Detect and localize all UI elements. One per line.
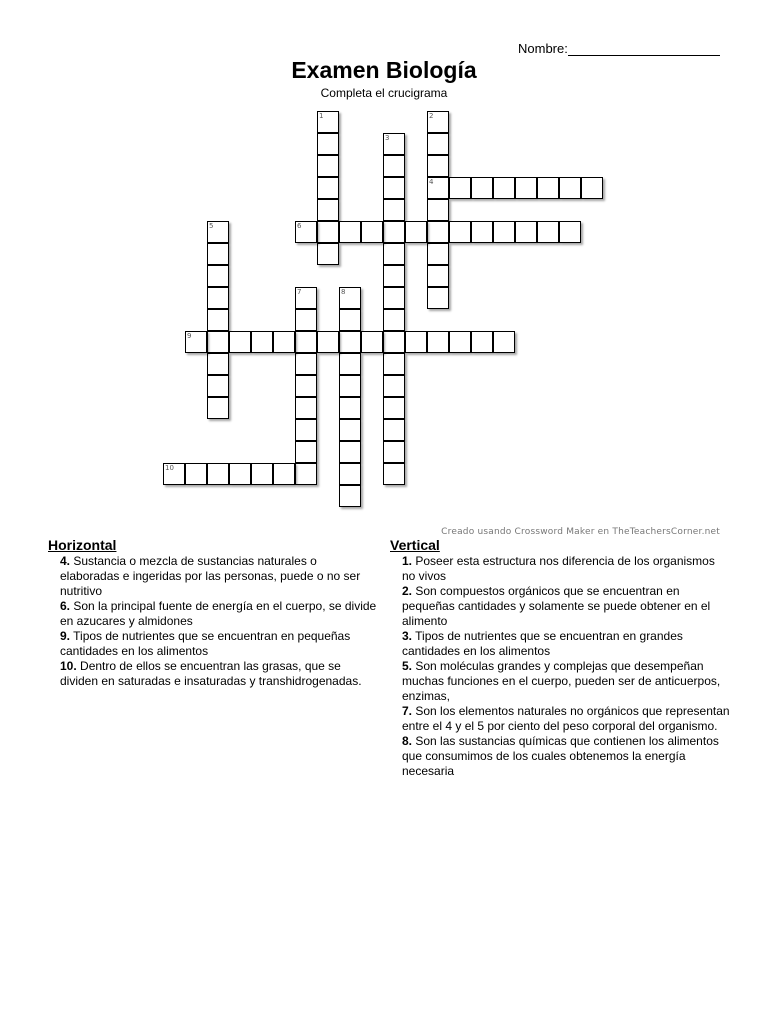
vertical-heading: Vertical (390, 537, 440, 553)
crossword-cell[interactable] (471, 177, 493, 199)
crossword-cell[interactable] (339, 397, 361, 419)
crossword-cell[interactable] (405, 221, 427, 243)
crossword-cell[interactable] (317, 199, 339, 221)
crossword-cell[interactable] (559, 221, 581, 243)
clue-number: 9 (187, 332, 192, 340)
crossword-cell[interactable] (295, 419, 317, 441)
crossword-cell[interactable] (537, 177, 559, 199)
crossword-cell[interactable] (251, 331, 273, 353)
clue-number: 10 (165, 464, 174, 472)
crossword-cell[interactable] (295, 375, 317, 397)
crossword-cell[interactable] (383, 375, 405, 397)
crossword-cell[interactable] (449, 177, 471, 199)
crossword-cell[interactable] (273, 331, 295, 353)
clue-number: 6 (297, 222, 302, 230)
crossword-cell[interactable] (383, 199, 405, 221)
crossword-cell[interactable] (251, 463, 273, 485)
crossword-cell[interactable] (339, 375, 361, 397)
clue-vertical-5: 5. Son moléculas grandes y complejas que desempeñan muchas funciones en el cuerpo, pueden ser de anticuerpos, enzimas, (402, 659, 721, 703)
crossword-cell[interactable] (383, 243, 405, 265)
crossword-cell[interactable] (339, 309, 361, 331)
crossword-cell[interactable] (515, 221, 537, 243)
crossword-cell[interactable] (383, 155, 405, 177)
crossword-cell[interactable] (229, 463, 251, 485)
crossword-cell[interactable] (559, 177, 581, 199)
crossword-cell[interactable] (427, 287, 449, 309)
crossword-cell-9[interactable] (185, 331, 207, 353)
crossword-cell[interactable] (295, 353, 317, 375)
crossword-cell[interactable] (207, 353, 229, 375)
clue-number: 3 (385, 134, 390, 142)
clue-number: 7 (297, 288, 302, 296)
crossword-cell[interactable] (339, 419, 361, 441)
page-title: Examen Biología (291, 57, 477, 83)
clue-number: 4 (429, 178, 434, 186)
crossword-cell[interactable] (295, 441, 317, 463)
crossword-cell[interactable] (537, 221, 559, 243)
crossword-cell[interactable] (427, 133, 449, 155)
crossword-cell-10[interactable] (163, 463, 185, 485)
crossword-cell[interactable] (383, 309, 405, 331)
crossword-cell[interactable] (361, 221, 383, 243)
crossword-cell-1[interactable] (317, 111, 339, 133)
crossword-cell[interactable] (207, 309, 229, 331)
clue-vertical-1: 1. Poseer esta estructura nos diferencia de los organismos no vivos (402, 554, 715, 583)
crossword-cell[interactable] (383, 397, 405, 419)
crossword-cell-4[interactable] (427, 177, 449, 199)
clue-number: 1 (319, 112, 324, 120)
crossword-cell[interactable] (515, 177, 537, 199)
vertical-clues (390, 538, 730, 779)
crossword-cell[interactable] (207, 397, 229, 419)
crossword-cell[interactable] (449, 221, 471, 243)
crossword-cell[interactable] (339, 485, 361, 507)
crossword-cell[interactable] (383, 221, 405, 243)
crossword-cell[interactable] (339, 463, 361, 485)
crossword-cell[interactable] (317, 331, 339, 353)
horizontal-clues (48, 538, 378, 689)
crossword-cell-2[interactable] (427, 111, 449, 133)
crossword-cell-7[interactable] (295, 287, 317, 309)
crossword-cell[interactable] (581, 177, 603, 199)
clue-number: 5 (209, 222, 214, 230)
crossword-cell[interactable] (383, 331, 405, 353)
crossword-cell[interactable] (383, 463, 405, 485)
crossword-cell[interactable] (273, 463, 295, 485)
name-label: Nombre: (518, 41, 568, 56)
crossword-cell[interactable] (383, 177, 405, 199)
crossword-cell[interactable] (383, 287, 405, 309)
crossword-cell[interactable] (339, 441, 361, 463)
clue-vertical-8: 8. Son las sustancias químicas que contienen los alimentos que consumimos de los cuales obtenemos la energía necesaria (402, 734, 719, 778)
crossword-cell[interactable] (207, 243, 229, 265)
crossword-cell[interactable] (383, 265, 405, 287)
crossword-cell[interactable] (295, 463, 317, 485)
crossword-cell[interactable] (207, 265, 229, 287)
crossword-cell[interactable] (383, 419, 405, 441)
crossword-cell[interactable] (427, 265, 449, 287)
page-subtitle: Completa el crucigrama (320, 86, 448, 100)
crossword-cell[interactable] (339, 331, 361, 353)
clue-horizontal-6: 6. Son la principal fuente de energía en el cuerpo, se divide en azucares y almidones (60, 599, 377, 628)
crossword-cell[interactable] (229, 331, 251, 353)
clue-number: 2 (429, 112, 434, 120)
crossword-cell[interactable] (493, 177, 515, 199)
crossword-cell[interactable] (207, 463, 229, 485)
crossword-cell[interactable] (317, 177, 339, 199)
crossword-cell[interactable] (449, 331, 471, 353)
crossword-cell[interactable] (427, 243, 449, 265)
crossword-cell[interactable] (317, 133, 339, 155)
clue-horizontal-4: 4. Sustancia o mezcla de sustancias naturales o elaboradas e ingeridas por las personas, puede o no ser nutritivo (60, 554, 361, 598)
horizontal-heading: Horizontal (48, 537, 117, 553)
crossword-cell[interactable] (317, 155, 339, 177)
crossword-cell[interactable] (427, 199, 449, 221)
crossword-cell[interactable] (317, 221, 339, 243)
crossword-cell[interactable] (185, 463, 207, 485)
crossword-cell[interactable] (471, 331, 493, 353)
crossword-cell[interactable] (295, 309, 317, 331)
clue-vertical-2: 2. Son compuestos orgánicos que se encuentran en pequeñas cantidades y solamente se puede obtener en el alimento (402, 584, 711, 628)
crossword-cell[interactable] (295, 397, 317, 419)
crossword-cell[interactable] (427, 221, 449, 243)
crossword-cell-8[interactable] (339, 287, 361, 309)
crossword-cell[interactable] (339, 353, 361, 375)
credit-text: Creado usando Crossword Maker en TheTeachersCorner.net (441, 527, 720, 537)
crossword-cell[interactable] (405, 331, 427, 353)
crossword-cell[interactable] (317, 243, 339, 265)
crossword-cell[interactable] (427, 155, 449, 177)
crossword-cell[interactable] (427, 331, 449, 353)
crossword-cell[interactable] (207, 331, 229, 353)
crossword-cell[interactable] (207, 287, 229, 309)
crossword-cell[interactable] (493, 221, 515, 243)
crossword-cell[interactable] (339, 221, 361, 243)
crossword-cell[interactable] (493, 331, 515, 353)
crossword-cell[interactable] (383, 353, 405, 375)
crossword-cell-3[interactable] (383, 133, 405, 155)
crossword-cell-6[interactable] (295, 221, 317, 243)
clue-horizontal-9: 9. Tipos de nutrientes que se encuentran en pequeñas cantidades en los alimentos (60, 629, 351, 658)
clue-number: 8 (341, 288, 346, 296)
clue-horizontal-10: 10. Dentro de ellos se encuentran las grasas, que se dividen en saturadas e insaturadas y transhidrogenadas. (60, 659, 362, 688)
crossword-cell[interactable] (295, 331, 317, 353)
crossword-cell[interactable] (383, 441, 405, 463)
clue-vertical-3: 3. Tipos de nutrientes que se encuentran en grandes cantidades en los alimentos (402, 629, 683, 658)
crossword-cell[interactable] (471, 221, 493, 243)
crossword-cell[interactable] (361, 331, 383, 353)
crossword-cell[interactable] (207, 375, 229, 397)
crossword-cell-5[interactable] (207, 221, 229, 243)
clue-vertical-7: 7. Son los elementos naturales no orgánicos que representan entre el 4 y el 5 por ciento del peso corporal del organismo. (402, 704, 730, 733)
